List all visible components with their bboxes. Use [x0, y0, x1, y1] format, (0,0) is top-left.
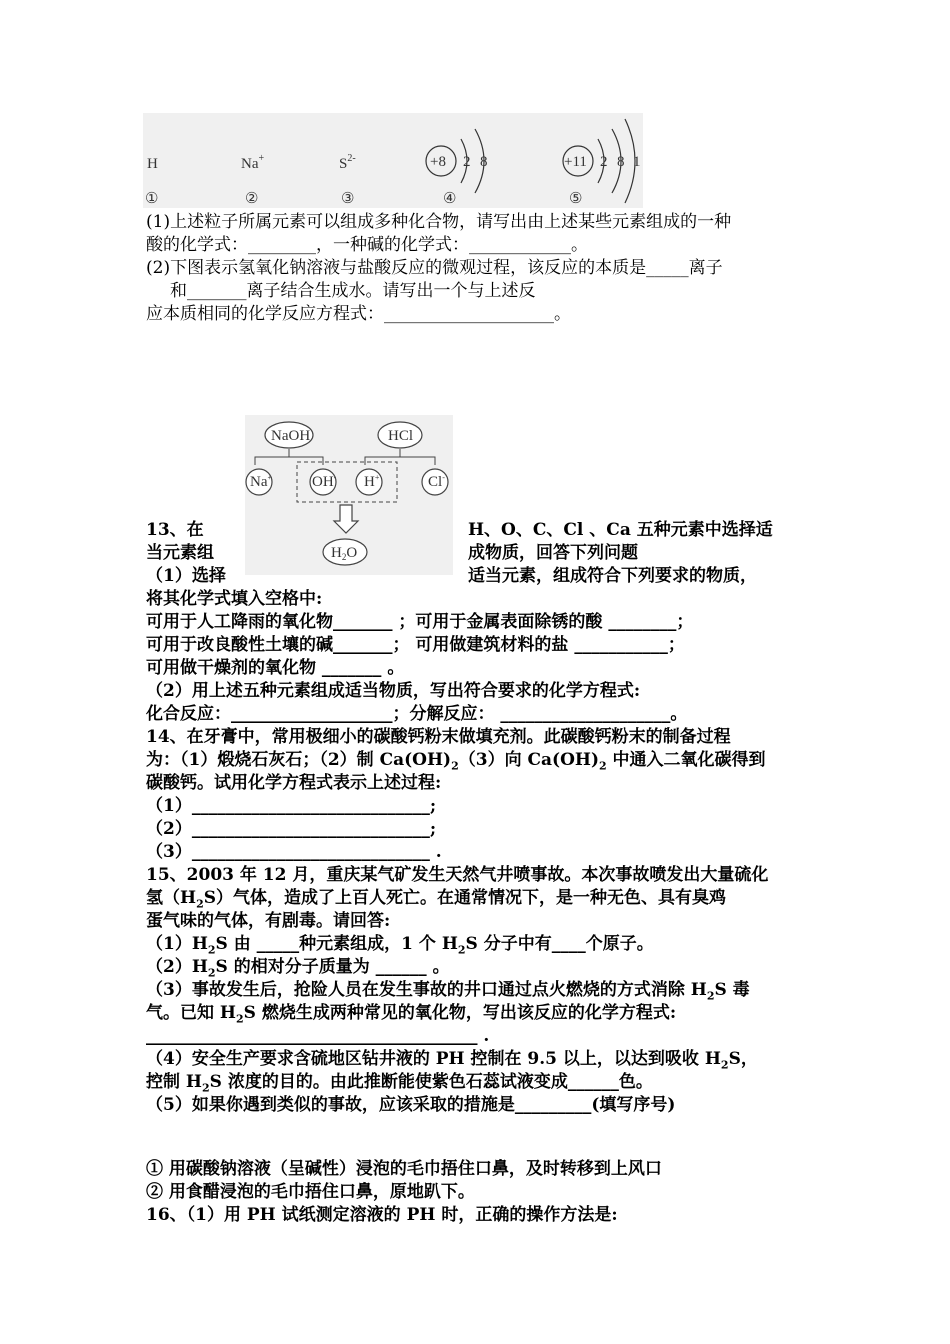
sodium-shell-1-count: 2	[600, 154, 608, 170]
neutralization-diagram	[245, 415, 453, 575]
label-4: ④	[443, 191, 457, 207]
q15-part4-line2: 控制 $H_2S$ 浓度的目的。由此推断能使紫色石蕊试液变成______色。	[146, 1072, 653, 1095]
neutralization-figure	[245, 415, 453, 575]
oh-ion-label: OH-	[312, 473, 337, 490]
q14-line3: 碳酸钙。试用化学方程式表示上述过程:	[146, 773, 442, 793]
q15-option1: ① 用碳酸钠溶液（呈碱性）浸泡的毛巾捂住口鼻，及时转移到上风口	[146, 1159, 662, 1179]
q13-line8: （2）用上述五种元素组成适当物质，写出符合要求的化学方程式:	[146, 681, 641, 701]
q13-line7: 可用做干燥剂的氧化物 _______ 。	[146, 658, 405, 678]
particle-diagram	[143, 113, 643, 208]
q13-line1-left: 13、在	[146, 520, 204, 540]
particle-na: Na+	[241, 153, 265, 172]
q12-part1-line2: 酸的化学式：________，一种碱的化学式：____________。	[146, 235, 588, 255]
q15-line3: 蛋气味的气体，有剧毒。请回答:	[146, 911, 391, 931]
q15-line2: 氢$(H_2S)$气体，造成了上百人死亡。在通常情况下，是一种无色、具有臭鸡	[146, 888, 726, 911]
particle-structure-figure	[143, 113, 643, 208]
label-3: ③	[341, 191, 355, 207]
naoh-bracket	[255, 449, 323, 465]
q15-part1: $(1)H_2S$ 由 _____种元素组成，1 个 $H_2S$ 分子中有____个原子。	[146, 934, 654, 957]
q14-line2: 为：（1）煅烧石灰石；（2）制 $Ca(OH)_2(3)$向 $Ca(OH)_2$ 中通入二氧化碳得到	[146, 750, 766, 773]
hcl-label: HCl	[388, 428, 414, 444]
hcl-bracket	[365, 449, 435, 465]
q16-line1: 16、（1）用 PH 试纸测定溶液的 PH 时，正确的操作方法是:	[146, 1205, 618, 1225]
sodium-shell-3-count: 1	[633, 154, 641, 170]
q15-part5: （5）如果你遇到类似的事故，应该采取的措施是_________(填写序号)	[146, 1095, 676, 1115]
particle-s: $S^{2-}$	[339, 153, 356, 172]
q15-part3-line2: 气。已知 $H_2S$ 燃烧生成两种常见的氧化物，写出该反应的化学方程式:	[146, 1003, 677, 1026]
q13-line3-left: （1）选择	[146, 566, 226, 586]
q12-part2-line2: 和_______离子结合生成水。请写出一个与上述反	[170, 281, 536, 301]
label-2: ②	[245, 191, 259, 207]
q13-line2-right: 成物质，回答下列问题	[468, 543, 638, 563]
sodium-charge: +11	[564, 154, 587, 170]
q13-line2-left: 当元素组	[146, 543, 214, 563]
label-1: ①	[145, 191, 159, 207]
down-arrow-icon	[334, 505, 358, 533]
q12-part2-line1: (2)下图表示氢氧化钠溶液与盐酸反应的微观过程，该反应的本质是_____离子	[146, 258, 723, 278]
oxygen-charge: +8	[430, 154, 446, 170]
label-5: ⑤	[569, 191, 583, 207]
q15-option2: ② 用食醋浸泡的毛巾捂住口鼻，原地趴下。	[146, 1182, 475, 1202]
q13-line9: 化合反应：___________________；分解反应： ____________________。	[146, 704, 688, 724]
q13-line3-right: 适当元素，组成符合下列要求的物质，	[468, 566, 757, 586]
q15-part3-blank: _______________________________________ .	[146, 1026, 490, 1046]
sodium-shell-2-count: 8	[617, 154, 625, 170]
na-ion-label: Na+	[250, 473, 273, 490]
q14-blank1: （1）____________________________;	[146, 796, 437, 816]
particle-h: H	[147, 156, 158, 172]
q14-blank3: （3）____________________________ .	[146, 842, 442, 862]
oxygen-shell-2-count: 8	[480, 154, 488, 170]
q13-line1-right: H、O、C、Cl 、Ca 五种元素中选择适	[468, 520, 773, 540]
q14-line1: 14、在牙膏中，常用极细小的碳酸钙粉末做填充剂。此碳酸钙粉末的制备过程	[146, 727, 731, 747]
cl-ion-label: Cl-	[428, 473, 445, 490]
q13-line6: 可用于改良酸性土壤的碱_______； 可用做建筑材料的盐 ___________；	[146, 635, 685, 655]
q12-part2-line3: 应本质相同的化学反应方程式：____________________。	[146, 304, 571, 324]
q14-blank2: （2）____________________________;	[146, 819, 437, 839]
h-ion-label: H+	[364, 473, 380, 490]
q15-part2: $(2)H_2S$ 的相对分子质量为 ______ 。	[146, 957, 450, 980]
naoh-label: NaOH	[271, 428, 311, 444]
q15-part3-line1: （3）事故发生后，抢险人员在发生事故的井口通过点火燃烧的方式消除 $H_2S$ 毒	[146, 980, 750, 1003]
q13-line5: 可用于人工降雨的氧化物_______ ；可用于金属表面除锈的酸 ________；	[146, 612, 694, 632]
water-label: $H_2O$	[331, 545, 358, 562]
q12-part1-line1: (1)上述粒子所属元素可以组成多种化合物，请写出由上述某些元素组成的一种	[146, 212, 732, 232]
q15-part4-line1: （4）安全生产要求含硫地区钻井液的 PH 控制在 9.5 以上，以达到吸收 $H_2S$，	[146, 1049, 758, 1072]
q13-line4: 将其化学式填入空格中:	[146, 589, 323, 609]
oxygen-shell-1-count: 2	[463, 154, 471, 170]
q15-line1: 15、2003 年 12 月，重庆某气矿发生天然气井喷事故。本次事故喷发出大量硫化	[146, 865, 769, 885]
